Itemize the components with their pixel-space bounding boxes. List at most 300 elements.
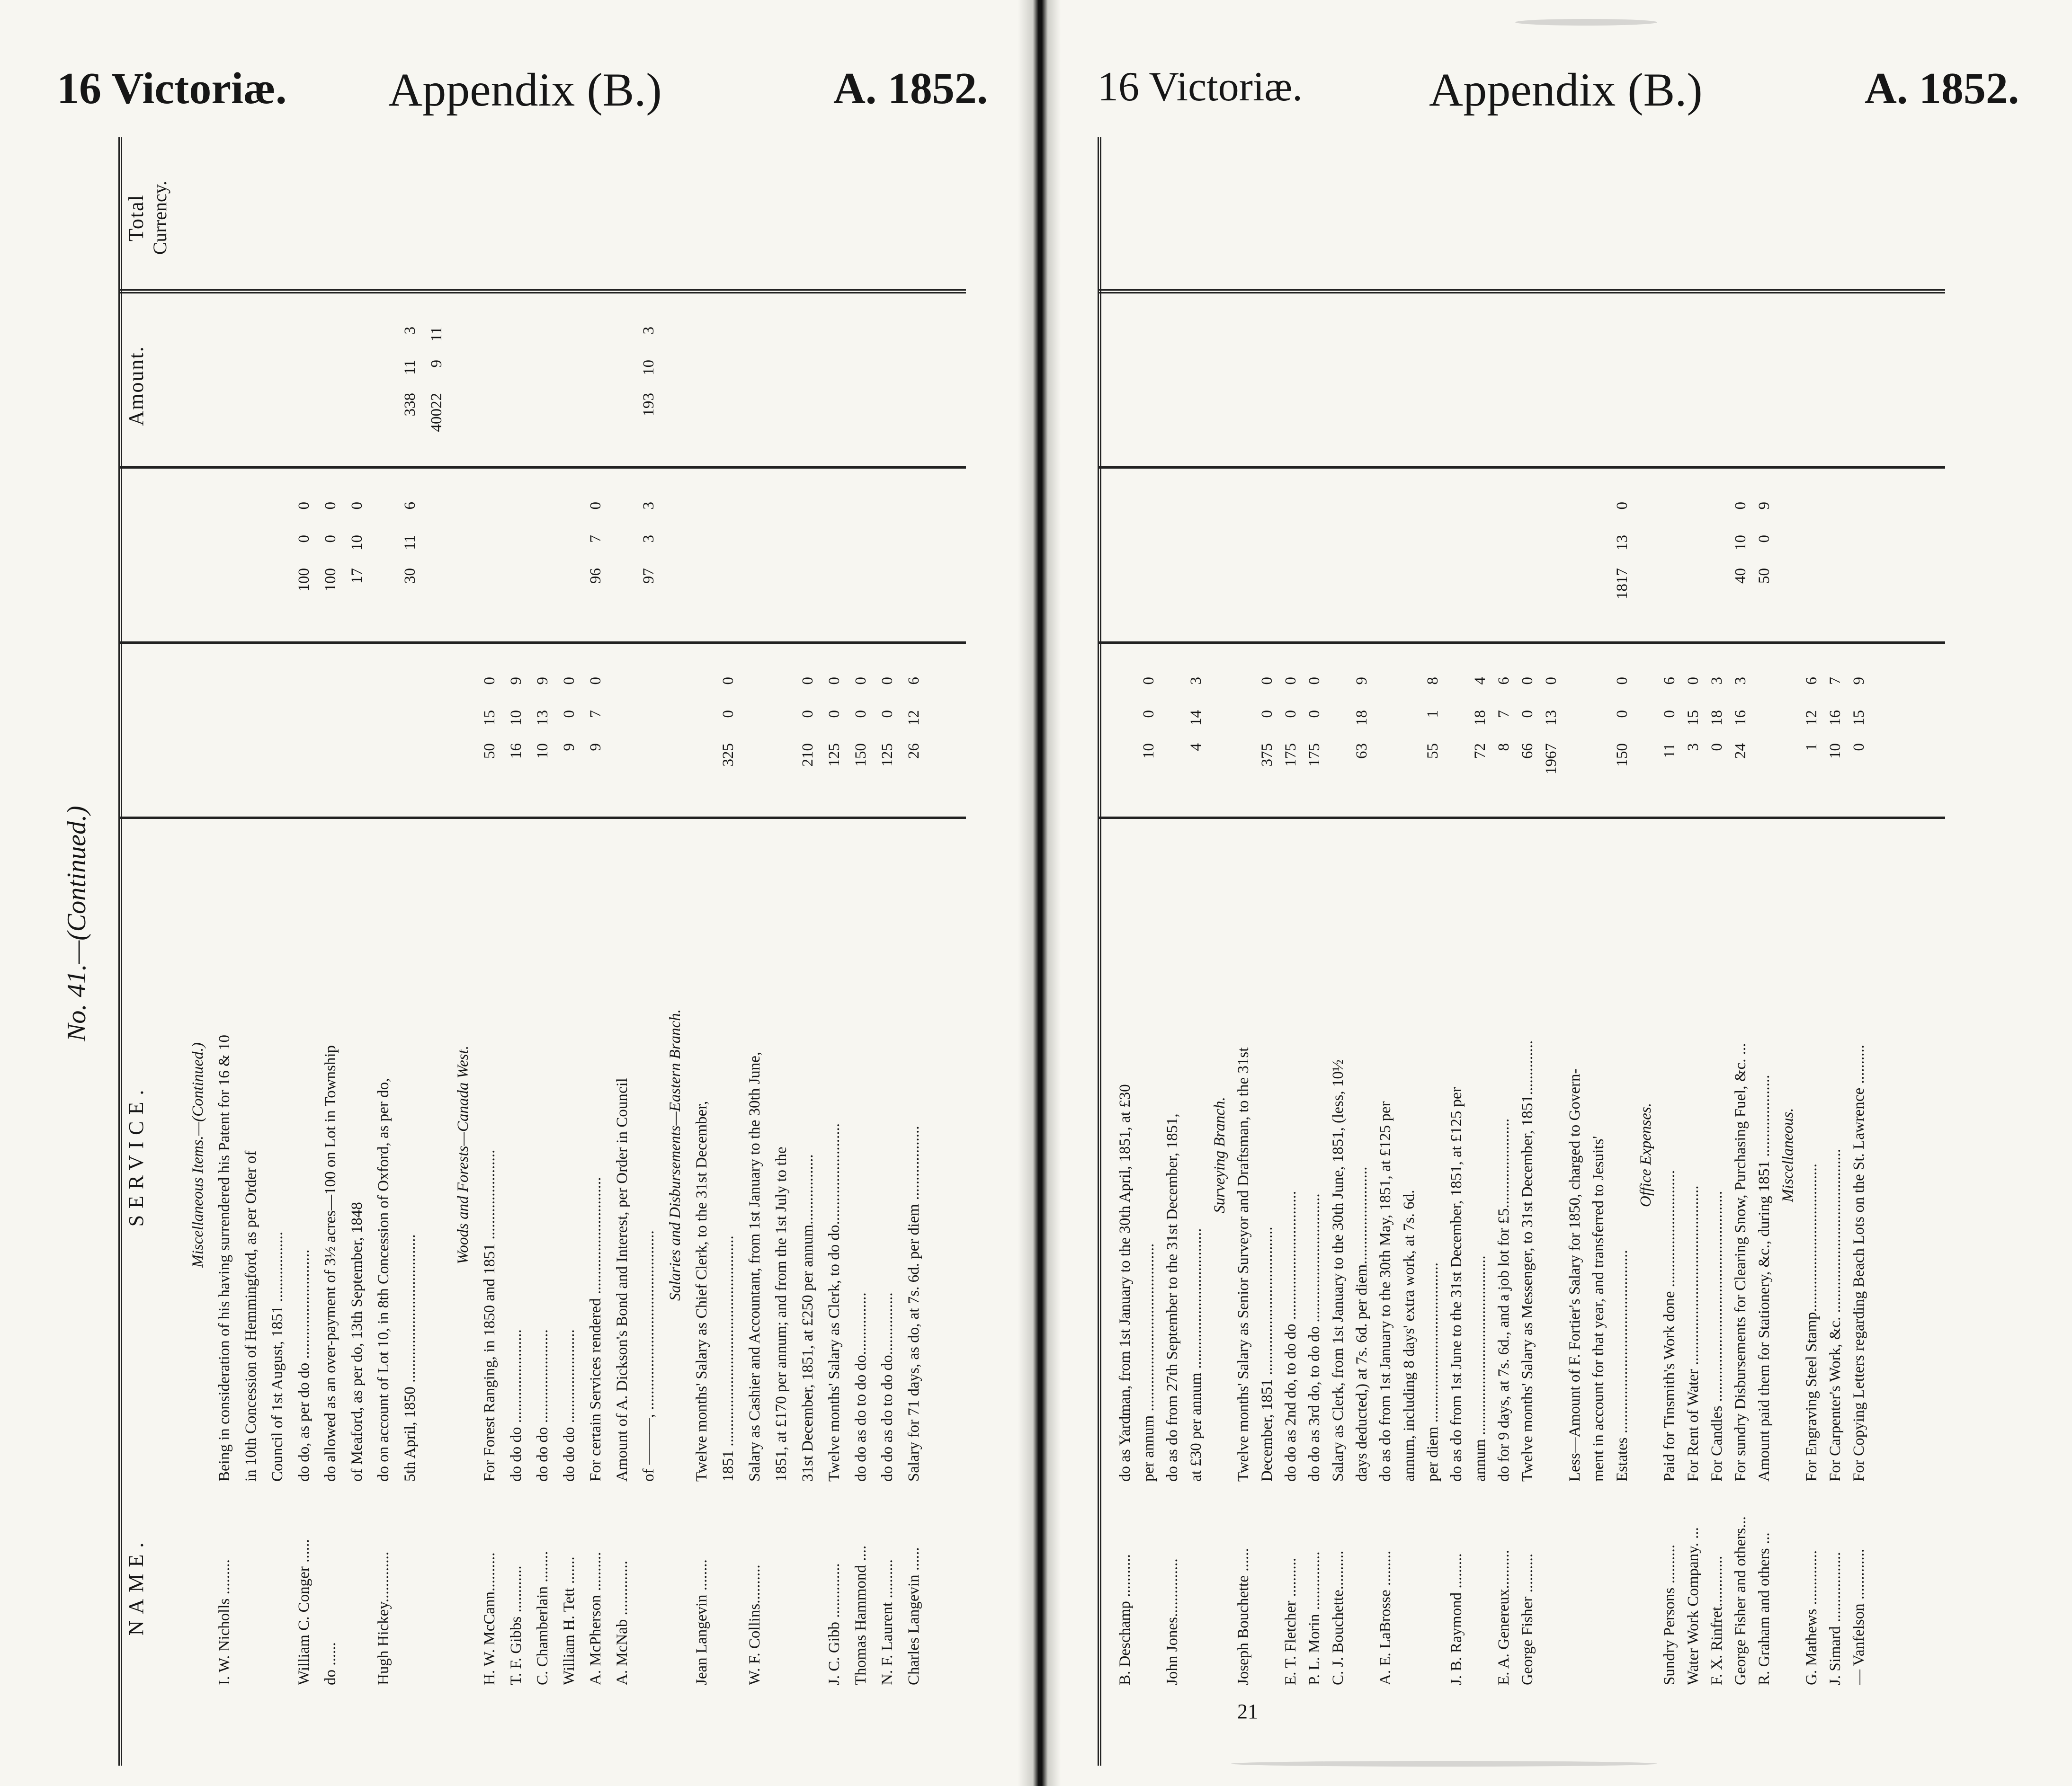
shillings-value: 0 xyxy=(322,535,339,543)
table-row xyxy=(1685,137,1701,1766)
shillings-value: 12 xyxy=(1803,710,1820,726)
row-service: Twelve months' Salary as Senior Surveyor and Draftsman, to the 31st xyxy=(1235,1047,1252,1482)
row-name: P. L. Morin ............... xyxy=(1306,1551,1323,1685)
table-row xyxy=(720,137,736,1766)
pence-value: 0 xyxy=(1543,677,1560,685)
section-heading: Woods and Forests—Canada West. xyxy=(455,1045,472,1265)
row-name: J. C. Gibb .............. xyxy=(826,1563,843,1685)
pence-value: 0 xyxy=(561,677,578,685)
row-service: do do as 3rd do, to do do ................................. xyxy=(1306,1193,1323,1482)
row-service: Paid for Tinsmith's Work done .............................. xyxy=(1661,1170,1678,1482)
row-service: Salary as Cashier and Accountant, from 1st January to the 30th June, xyxy=(746,1051,763,1482)
shillings-value: 1 xyxy=(1424,710,1441,718)
row-service: For Rent of Water .............................................. xyxy=(1685,1185,1702,1482)
row-service: do as do from 1st January to the 30th May, 1851, at £125 per xyxy=(1377,1101,1394,1482)
shillings-value: 0 xyxy=(852,710,869,718)
amount-c1 xyxy=(561,658,578,814)
pence-value: 0 xyxy=(587,502,604,510)
pounds-value: 9 xyxy=(561,743,578,751)
table-row xyxy=(322,137,338,1766)
pence-value: 6 xyxy=(1495,677,1512,685)
shillings-value: 13 xyxy=(1543,710,1560,726)
amount-c1 xyxy=(852,658,870,814)
section-heading: Miscellaneous. xyxy=(1779,1108,1796,1202)
shillings-value: 0 xyxy=(1756,535,1773,543)
pounds-value: 50 xyxy=(481,743,498,759)
table-row xyxy=(269,137,285,1766)
table-row xyxy=(561,137,577,1766)
shillings-value: 0 xyxy=(720,710,737,718)
row-name: F. X. Rinfret............. xyxy=(1708,1555,1725,1685)
pence-value: 3 xyxy=(402,327,419,335)
table-row xyxy=(640,137,656,1766)
amount-c1 xyxy=(1519,658,1536,814)
amount-c1 xyxy=(1803,658,1821,814)
row-service: 1851, at £170 per annum; and from the 1st July to the xyxy=(773,1146,790,1482)
row-name: Water Work Company. ... xyxy=(1685,1527,1702,1685)
left-total-header: Total xyxy=(125,194,148,241)
pounds-value: 1 xyxy=(1803,743,1820,751)
right-header-appendix: Appendix (B.) xyxy=(1429,63,1703,116)
pence-value: 0 xyxy=(322,502,339,510)
table-row xyxy=(1235,137,1251,1766)
table-row xyxy=(481,137,497,1766)
pence-value: 7 xyxy=(1827,677,1844,685)
table-row xyxy=(773,137,789,1766)
scan-noise-bottom xyxy=(1231,1761,1657,1767)
shillings-value: 11 xyxy=(402,535,419,550)
table-row xyxy=(1661,137,1677,1766)
row-name: J. B. Raymond ......... xyxy=(1448,1553,1465,1685)
amount-c1 xyxy=(799,658,817,814)
row-service: Estates ............................................... xyxy=(1614,1250,1631,1482)
table-row xyxy=(1756,137,1772,1766)
left-header-session: 16 Victoriæ. xyxy=(57,64,287,113)
table-row xyxy=(1401,137,1417,1766)
amount-c2 xyxy=(1732,483,1750,639)
shillings-value: 16 xyxy=(1732,710,1749,726)
row-name: A. McNab .............. xyxy=(614,1560,631,1685)
table-row xyxy=(455,137,471,1766)
pounds-value: 66 xyxy=(1519,743,1536,759)
pounds-value: 10 xyxy=(1140,743,1157,759)
pence-value: 9 xyxy=(1756,502,1773,510)
pence-value: 0 xyxy=(826,677,843,685)
pounds-value: 10 xyxy=(1827,743,1844,759)
shillings-value: 0 xyxy=(879,710,896,718)
shillings-value: 0 xyxy=(561,710,578,718)
table-row xyxy=(1282,137,1298,1766)
pounds-value: 150 xyxy=(852,743,869,767)
pounds-value: 375 xyxy=(1259,743,1276,767)
pounds-value: 63 xyxy=(1353,743,1370,759)
pounds-value: 125 xyxy=(826,743,843,767)
pounds-value: 11 xyxy=(1661,743,1678,758)
shillings-value: 11 xyxy=(402,360,419,375)
amount-c1 xyxy=(1259,658,1276,814)
pounds-value: 55 xyxy=(1424,743,1441,759)
row-name: Hugh Hickey............. xyxy=(375,1552,392,1685)
pounds-value: 0 xyxy=(1708,743,1725,751)
row-service: ment in account for that year, and transferred to Jesuits' xyxy=(1590,1136,1607,1482)
table-row xyxy=(693,137,709,1766)
pence-value: 3 xyxy=(1188,677,1205,685)
amount-c1 xyxy=(1614,658,1631,814)
row-service: For certain Services rendered .............................. xyxy=(587,1177,604,1482)
shillings-value: 10 xyxy=(508,710,525,726)
pence-value: 3 xyxy=(640,502,657,510)
table-row xyxy=(1306,137,1322,1766)
pence-value: 0 xyxy=(1732,502,1749,510)
amount-c1 xyxy=(1188,658,1205,814)
shillings-value: 16 xyxy=(1827,710,1844,726)
amount-c1 xyxy=(905,658,923,814)
shillings-value: 0 xyxy=(1614,710,1631,718)
pounds-value: 40022 xyxy=(428,393,445,432)
table-row xyxy=(1211,137,1227,1766)
pence-value: 3 xyxy=(640,327,657,335)
row-service: do do do ........................ xyxy=(508,1329,525,1482)
pence-value: 3 xyxy=(1708,677,1725,685)
table-row xyxy=(534,137,550,1766)
pence-value: 0 xyxy=(720,677,737,685)
table-row xyxy=(1779,137,1795,1766)
amount-c1 xyxy=(1353,658,1371,814)
section-heading: Surveying Branch. xyxy=(1211,1097,1228,1213)
pounds-value: 100 xyxy=(295,568,313,592)
row-service: Being in consideration of his having surrendered his Patent for 16 & 10 xyxy=(216,1035,233,1482)
table-row xyxy=(1637,137,1653,1766)
row-name: C. J. Bouchette.......... xyxy=(1330,1550,1347,1685)
amount-c1 xyxy=(1140,658,1158,814)
pounds-value: 150 xyxy=(1614,743,1631,767)
shillings-value: 3 xyxy=(640,535,657,543)
amount-c1 xyxy=(587,658,605,814)
amount-c1 xyxy=(508,658,525,814)
amount-c2 xyxy=(640,483,658,639)
row-name: Charles Langevin ...... xyxy=(905,1547,922,1685)
row-name: W. F. Collins.......... xyxy=(746,1564,763,1685)
shillings-value: 0 xyxy=(799,710,816,718)
table-row xyxy=(189,137,205,1766)
shillings-value: 18 xyxy=(1472,710,1489,726)
pence-value: 0 xyxy=(348,502,366,510)
amount-c1 xyxy=(1850,658,1868,814)
right-header-session: 16 Victoriæ. xyxy=(1098,64,1303,110)
table-row xyxy=(1164,137,1180,1766)
table-row xyxy=(905,137,921,1766)
left-amount-header: Amount. xyxy=(125,346,148,426)
row-name: William H. Tett ....... xyxy=(561,1556,578,1685)
row-service: For Engraving Steel Stamp...................................... xyxy=(1803,1164,1820,1482)
shillings-value: 0 xyxy=(1259,710,1276,718)
table-row xyxy=(1330,137,1346,1766)
table-row xyxy=(1448,137,1464,1766)
table-row xyxy=(1495,137,1511,1766)
row-service: For Carpenter's Work, &c. .......................................... xyxy=(1827,1149,1844,1482)
pounds-value: 72 xyxy=(1472,743,1489,759)
amount-c1 xyxy=(879,658,896,814)
pounds-value: 17 xyxy=(348,568,366,584)
amount-c3 xyxy=(402,308,419,464)
amount-c1 xyxy=(1685,658,1702,814)
row-name: C. Chamberlain ........ xyxy=(534,1551,551,1685)
shillings-value: 13 xyxy=(1614,535,1631,551)
right-table xyxy=(1098,137,1945,1766)
pounds-value: 50 xyxy=(1756,568,1773,584)
row-name: N. F. Laurent .......... xyxy=(879,1559,896,1685)
row-name: A. E. LaBrosse ......... xyxy=(1377,1550,1394,1685)
pence-value: 0 xyxy=(1259,677,1276,685)
row-service: annum .............................................. xyxy=(1472,1255,1489,1482)
pence-value: 0 xyxy=(1306,677,1323,685)
row-service: Amount of A. Dickson's Bond and Interest, per Order in Council xyxy=(614,1078,631,1482)
table-row xyxy=(1377,137,1393,1766)
amount-c2 xyxy=(1614,483,1631,639)
left-name-header: NAME. xyxy=(125,1536,148,1636)
table-row xyxy=(428,137,444,1766)
table-row xyxy=(348,137,365,1766)
pence-value: 0 xyxy=(1614,502,1631,510)
amount-c2 xyxy=(295,483,313,639)
table-row xyxy=(1566,137,1582,1766)
shillings-value: 12 xyxy=(905,710,922,726)
row-service: do do as do to do do................ xyxy=(852,1292,869,1482)
table-row xyxy=(1732,137,1748,1766)
pence-value: 8 xyxy=(1424,677,1441,685)
pounds-value: 97 xyxy=(640,568,657,584)
row-name: Sundry Persons .......... xyxy=(1661,1544,1678,1685)
row-name: John Jones............... xyxy=(1164,1558,1181,1685)
shillings-value: 13 xyxy=(534,710,551,726)
pence-value: 0 xyxy=(1282,677,1299,685)
row-name: T. F. Gibbs ............ xyxy=(508,1565,525,1685)
row-service: do for 9 days, at 7s. 6d., and a job lot for £5....................... xyxy=(1495,1118,1512,1482)
row-service: do as Yardman, from 1st January to the 30th April, 1851, at £30 xyxy=(1116,1084,1134,1482)
pence-value: 0 xyxy=(1685,677,1702,685)
row-service: For Copying Letters regarding Beach Lots on the St. Lawrence .......... xyxy=(1850,1045,1867,1482)
pounds-value: 24 xyxy=(1732,743,1749,759)
amount-c3 xyxy=(640,308,658,464)
row-service: do on account of Lot 10, in 8th Concession of Oxford, as per do, xyxy=(375,1078,392,1482)
shillings-value: 7 xyxy=(587,535,604,543)
amount-c1 xyxy=(1495,658,1513,814)
row-service: Less—Amount of F. Fortier's Salary for 1850, charged to Govern- xyxy=(1566,1068,1583,1482)
row-service: do as do from 27th September to the 31st December, 1851, xyxy=(1164,1113,1181,1482)
shillings-value: 15 xyxy=(1850,710,1867,726)
table-row xyxy=(1424,137,1440,1766)
amount-c1 xyxy=(1424,658,1442,814)
pence-value: 6 xyxy=(1803,677,1820,685)
pounds-value: 193 xyxy=(640,393,657,417)
row-name: H. W. McCann.......... xyxy=(481,1552,498,1685)
amount-c1 xyxy=(1661,658,1679,814)
table-row xyxy=(242,137,259,1766)
shillings-value: 18 xyxy=(1353,710,1370,726)
pounds-value: 8 xyxy=(1495,743,1512,751)
table-row xyxy=(1543,137,1559,1766)
section-heading: Salaries and Disbursements—Eastern Branch. xyxy=(667,1009,684,1301)
amount-c1 xyxy=(1306,658,1323,814)
pence-value: 0 xyxy=(1519,677,1536,685)
amount-c1 xyxy=(1708,658,1726,814)
pounds-value: 325 xyxy=(720,743,737,767)
row-service: For sundry Disbursements for Clearing Snow, Purchasing Fuel, &c. ... xyxy=(1732,1043,1749,1482)
pence-value: 0 xyxy=(799,677,816,685)
pounds-value: 26 xyxy=(905,743,922,759)
shillings-value: 18 xyxy=(1708,710,1725,726)
shillings-value: 0 xyxy=(1519,710,1536,718)
row-service: For Candles ...................................................... xyxy=(1708,1191,1725,1482)
row-service: Council of 1st August, 1851 .................. xyxy=(269,1231,286,1482)
row-name: — Vanfelson ............. xyxy=(1850,1548,1867,1685)
left-header-year: A. 1852. xyxy=(833,64,988,113)
shillings-value: 15 xyxy=(1685,710,1702,726)
table-row xyxy=(1519,137,1535,1766)
left-rotated-table xyxy=(118,137,966,1766)
row-service: 5th April, 1850 ...................................... xyxy=(402,1234,419,1482)
pence-value: 0 xyxy=(295,502,313,510)
row-service: annum, including 8 days' extra work, at 7s. 6d. xyxy=(1401,1190,1418,1482)
amount-c1 xyxy=(481,658,499,814)
row-service: do do do ........................ xyxy=(534,1329,551,1482)
amount-c1 xyxy=(826,658,843,814)
right-header-year: A. 1852. xyxy=(1865,64,2019,113)
pence-value: 0 xyxy=(481,677,498,685)
table-row xyxy=(799,137,815,1766)
row-service: per diem ......................................... xyxy=(1424,1262,1441,1482)
row-service: Amount paid them for Stationery, &c., during 1851 ..................... xyxy=(1756,1075,1773,1482)
pence-value: 6 xyxy=(1661,677,1678,685)
amount-c1 xyxy=(534,658,552,814)
pence-value: 3 xyxy=(1732,677,1749,685)
row-service: of Meaford, as per do, 13th September, 1848 xyxy=(348,1202,366,1482)
table-row xyxy=(1850,137,1867,1766)
right-rotated-table xyxy=(1098,137,1945,1766)
section-heading: Office Expenses. xyxy=(1637,1103,1654,1207)
pence-value: 9 xyxy=(1353,677,1370,685)
row-service: at £30 per annum .................................... xyxy=(1188,1228,1205,1482)
table-row xyxy=(1188,137,1204,1766)
row-name: E. A. Genereux.......... xyxy=(1495,1550,1512,1685)
amount-c1 xyxy=(1282,658,1300,814)
pounds-value: 30 xyxy=(402,568,419,584)
table-row xyxy=(587,137,603,1766)
row-name: Jean Langevin ........ xyxy=(693,1559,710,1685)
row-name: E. T. Fletcher .......... xyxy=(1282,1557,1299,1685)
amount-c2 xyxy=(587,483,605,639)
table-row xyxy=(1827,137,1843,1766)
page-number: 21 xyxy=(1237,1700,1258,1723)
pounds-value: 4 xyxy=(1188,743,1205,751)
pounds-value: 1817 xyxy=(1614,568,1631,599)
amount-c2 xyxy=(1756,483,1773,639)
amount-c1 xyxy=(1827,658,1844,814)
row-name: R. Graham and others ... xyxy=(1756,1532,1773,1685)
row-name: A. McPherson .......... xyxy=(587,1552,604,1685)
pounds-value: 338 xyxy=(402,393,419,417)
row-service: Twelve months' Salary as Messenger, to 31st December, 1851.............. xyxy=(1519,1040,1536,1482)
pence-value: 4 xyxy=(1472,677,1489,685)
row-name: G. Mathews .............. xyxy=(1803,1550,1820,1685)
table-row xyxy=(1590,137,1606,1766)
table-row xyxy=(402,137,418,1766)
row-name: do ...... xyxy=(322,1642,339,1685)
row-service: do do as do to do do................ xyxy=(879,1292,896,1482)
row-service: Salary as Clerk, from 1st January to the 30th June, 1851, (less, 10½ xyxy=(1330,1059,1347,1482)
amount-c1 xyxy=(1472,658,1489,814)
row-service: 1851 ...................................................... xyxy=(720,1235,737,1482)
left-table xyxy=(118,137,966,1766)
row-name: William C. Conger ...... xyxy=(295,1539,313,1685)
shillings-value: 10 xyxy=(1732,535,1749,551)
shillings-value: 9 xyxy=(428,360,445,368)
table-row xyxy=(879,137,895,1766)
pounds-value: 3 xyxy=(1685,743,1702,751)
pence-value: 11 xyxy=(428,327,445,342)
left-currency-header: Currency. xyxy=(149,180,170,255)
amount-c3 xyxy=(428,308,446,464)
pounds-value: 9 xyxy=(587,743,604,751)
right-top-rule xyxy=(1098,137,1101,1766)
pounds-value: 96 xyxy=(587,568,604,584)
row-name: George Fisher and others... xyxy=(1732,1516,1749,1685)
row-service: Twelve months' Salary as Clerk, to do do.......................... xyxy=(826,1123,843,1482)
table-title: No. 41.—(Continued.) xyxy=(62,806,91,1041)
table-row xyxy=(1259,137,1275,1766)
row-service: Twelve months' Salary as Chief Clerk, to the 31st December, xyxy=(693,1101,710,1482)
row-name: J. Simard .................. xyxy=(1827,1552,1844,1685)
row-service: For Forest Ranging, in 1850 and 1851 ....................... xyxy=(481,1149,498,1482)
table-row xyxy=(1472,137,1488,1766)
row-service: do do, as per do do ............................ xyxy=(295,1249,313,1482)
pounds-value: 210 xyxy=(799,743,816,767)
row-service: do allowed as an over-payment of 3½ acres—100 on Lot in Township xyxy=(322,1045,339,1482)
shillings-value: 7 xyxy=(1495,710,1512,718)
shillings-value: 10 xyxy=(348,535,366,551)
row-name: Thomas Hammond .... xyxy=(852,1545,869,1685)
shillings-value: 7 xyxy=(587,710,604,718)
table-row xyxy=(1708,137,1724,1766)
left-top-rule xyxy=(118,137,122,1766)
row-service: do as do from 1st June to the 31st December, 1851, at £125 per xyxy=(1448,1087,1465,1482)
amount-c1 xyxy=(1543,658,1560,814)
left-header-appendix: Appendix (B.) xyxy=(388,63,662,116)
shillings-value: 0 xyxy=(1661,710,1678,718)
shillings-value: 0 xyxy=(826,710,843,718)
pounds-value: 0 xyxy=(1850,743,1867,751)
row-name: George Fisher .......... xyxy=(1519,1553,1536,1685)
row-service: in 10th Concession of Hemmingford, as per Order of xyxy=(242,1150,259,1482)
amount-c2 xyxy=(402,483,419,639)
row-service: of ———, .............................................. xyxy=(640,1230,657,1482)
amount-c1 xyxy=(720,658,737,814)
table-row xyxy=(1116,137,1133,1766)
row-service: days deducted,) at 7s. 6d. per diem......................... xyxy=(1353,1166,1370,1482)
table-row xyxy=(852,137,868,1766)
table-row xyxy=(1353,137,1369,1766)
table-row xyxy=(614,137,630,1766)
pounds-value: 125 xyxy=(879,743,896,767)
table-row xyxy=(1614,137,1630,1766)
pence-value: 0 xyxy=(1614,677,1631,685)
row-name: I. W. Nicholls ......... xyxy=(216,1559,233,1685)
pence-value: 0 xyxy=(879,677,896,685)
row-service: do do as 2nd do, to do do ................................. xyxy=(1282,1191,1299,1482)
row-service: December, 1851 ...................................... xyxy=(1259,1226,1276,1482)
pence-value: 6 xyxy=(905,677,922,685)
table-row xyxy=(1140,137,1156,1766)
